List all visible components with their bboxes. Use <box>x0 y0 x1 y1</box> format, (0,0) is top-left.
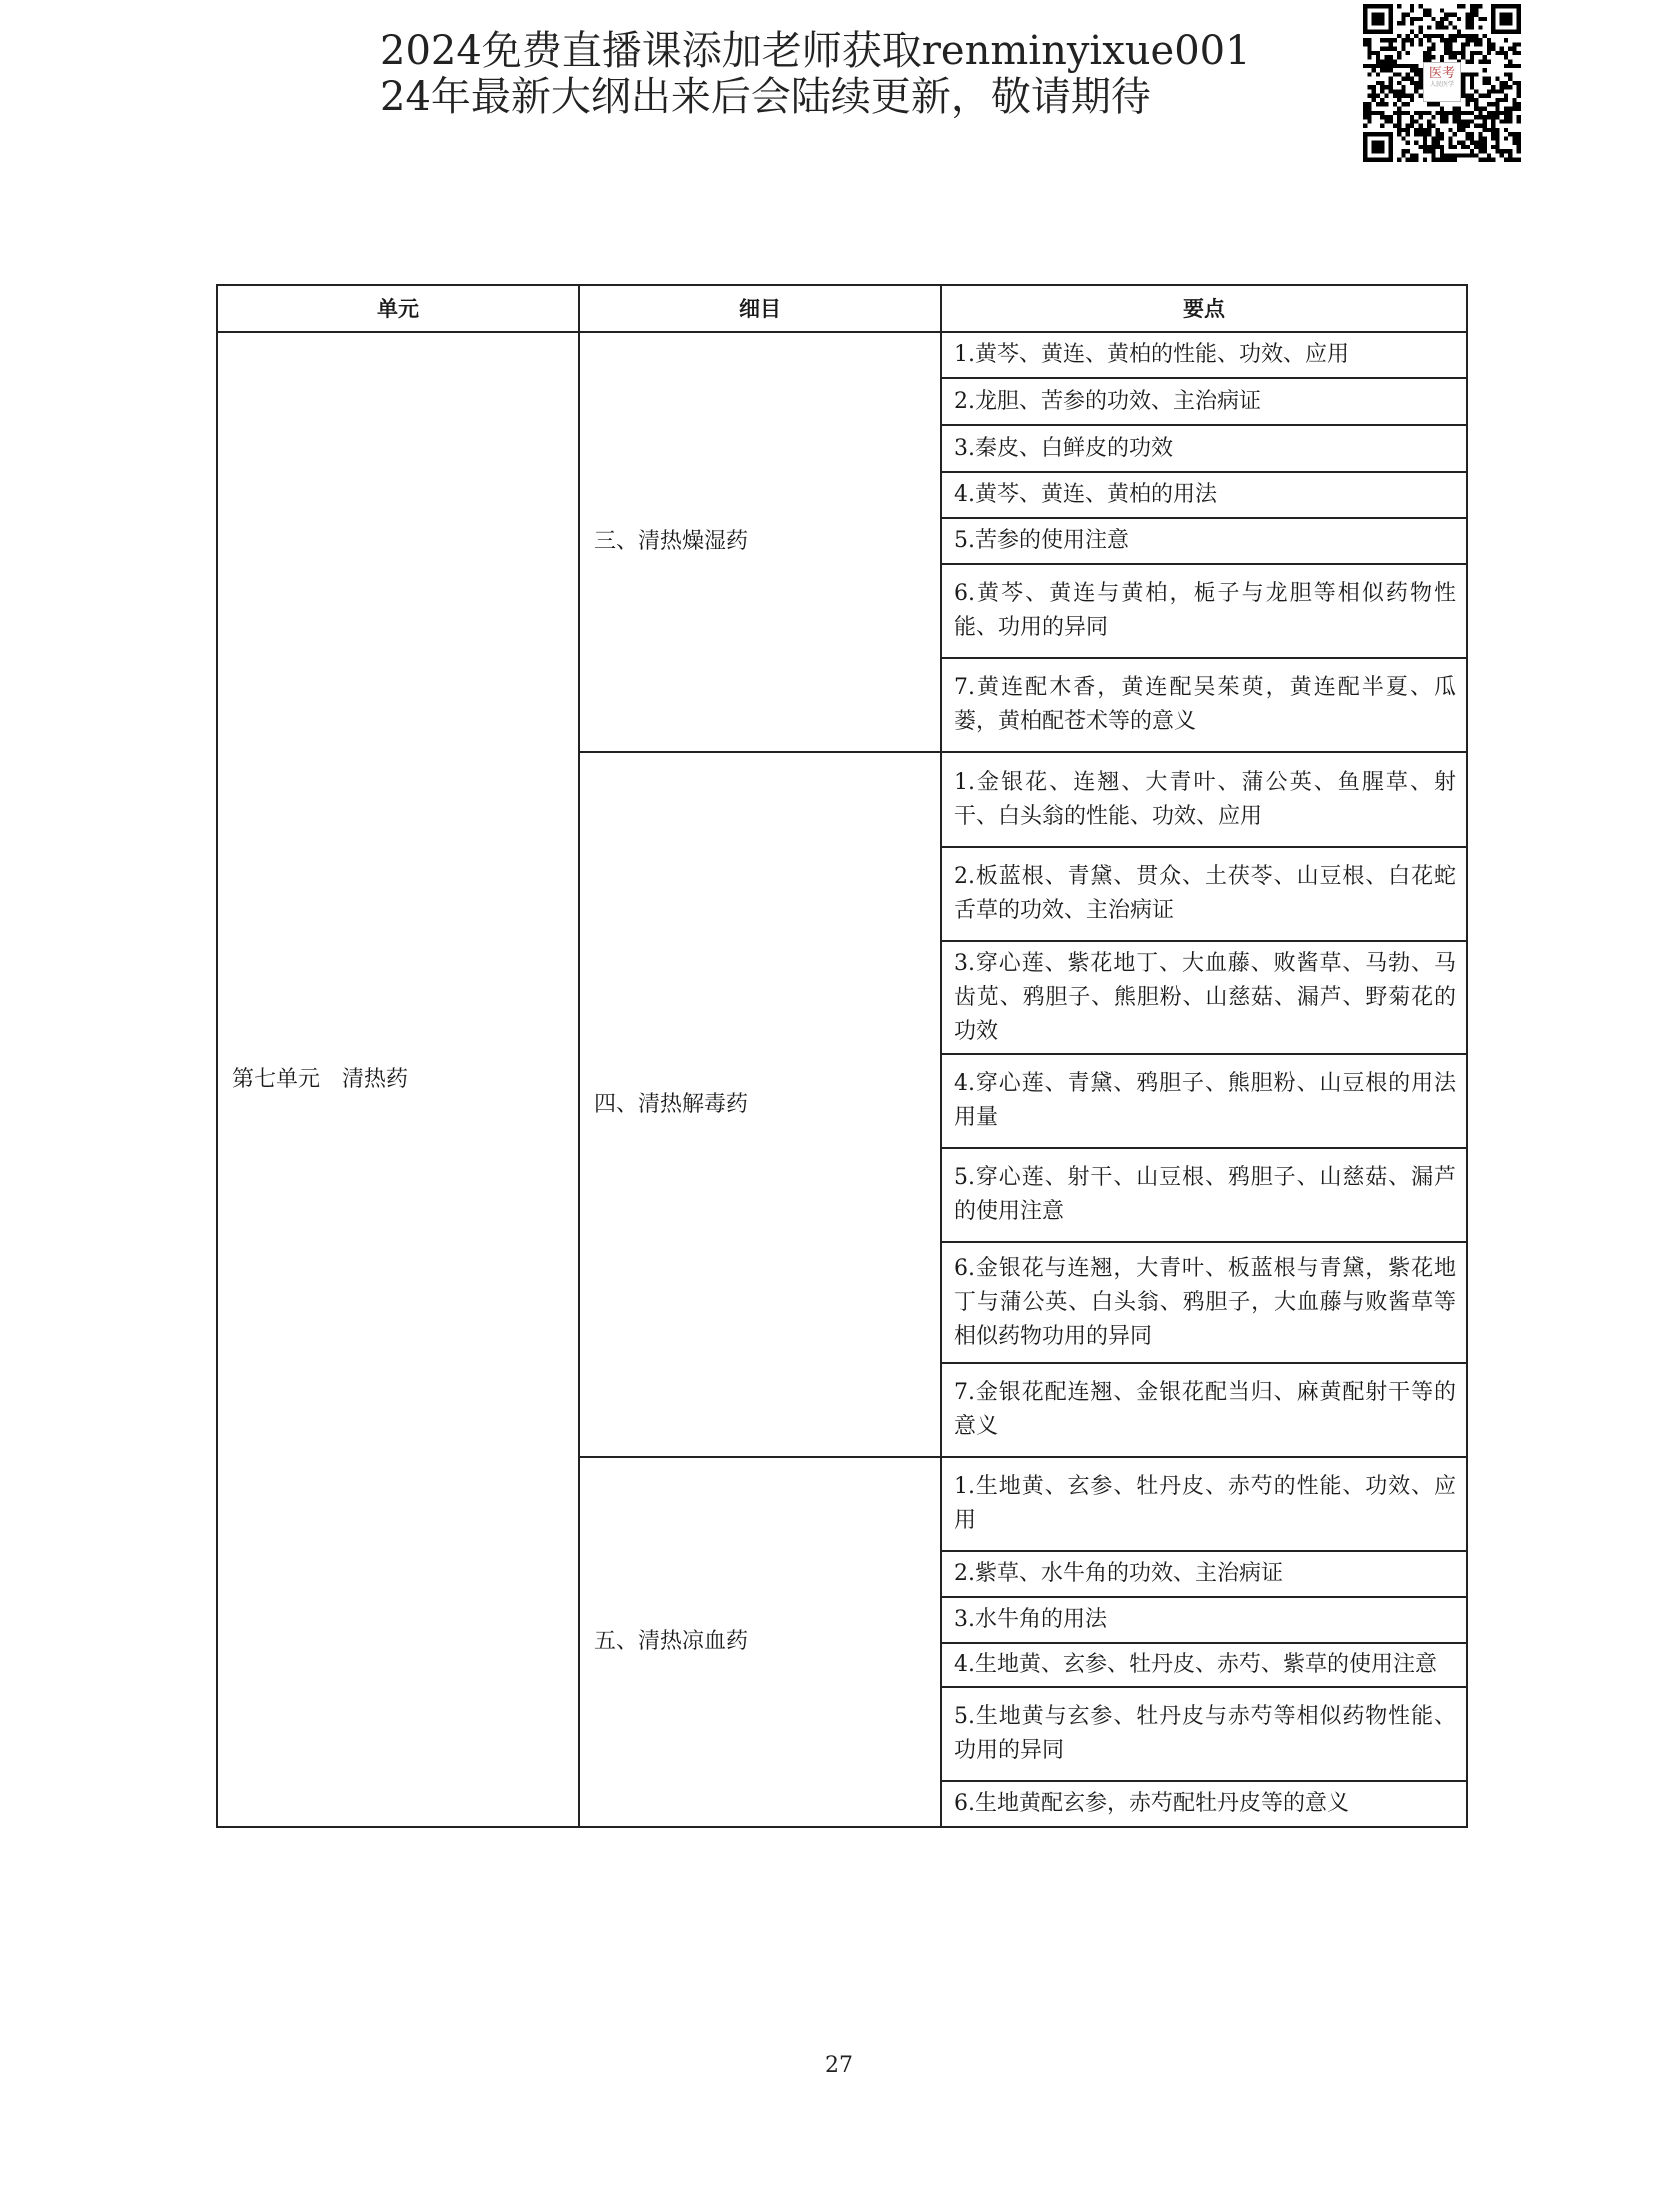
point-cell: 1.生地黄、玄参、牡丹皮、赤芍的性能、功效、应用 <box>941 1457 1467 1551</box>
point-cell: 6.生地黄配玄参，赤芍配牡丹皮等的意义 <box>941 1781 1467 1827</box>
table-row <box>217 332 1467 378</box>
table-header-row <box>217 285 1467 332</box>
qr-logo-text: 医考 <box>1428 66 1455 81</box>
qr-logo-badge <box>1423 62 1461 102</box>
point-cell: 2.板蓝根、青黛、贯众、土茯苓、山豆根、白花蛇舌草的功效、主治病证 <box>941 847 1467 941</box>
qr-code <box>1363 4 1521 162</box>
point-cell: 3.穿心莲、紫花地丁、大血藤、败酱草、马勃、马齿苋、鸦胆子、熊胆粉、山慈菇、漏芦、野菊花的功效 <box>941 941 1467 1054</box>
point-cell: 2.紫草、水牛角的功效、主治病证 <box>941 1551 1467 1597</box>
page-number: 27 <box>825 2053 853 2078</box>
point-cell: 6.金银花与连翘，大青叶、板蓝根与青黛，紫花地丁与蒲公英、白头翁、鸦胆子，大血藤与败酱草等相似药物功用的异同 <box>941 1242 1467 1363</box>
unit-cell: 第七单元 清热药 <box>217 332 579 1827</box>
point-cell: 5.生地黄与玄参、牡丹皮与赤芍等相似药物性能、功用的异同 <box>941 1687 1467 1781</box>
section-title: 五、清热凉血药 <box>579 1457 941 1827</box>
point-cell: 7.黄连配木香，黄连配吴茱萸，黄连配半夏、瓜蒌，黄柏配苍术等的意义 <box>941 658 1467 752</box>
header-item: 细目 <box>579 285 941 332</box>
point-cell: 1.金银花、连翘、大青叶、蒲公英、鱼腥草、射干、白头翁的性能、功效、应用 <box>941 752 1467 847</box>
header-points: 要点 <box>941 285 1467 332</box>
point-cell: 4.黄芩、黄连、黄柏的用法 <box>941 472 1467 518</box>
qr-logo-subtext: 人民医学 <box>1429 81 1454 88</box>
point-cell: 4.穿心莲、青黛、鸦胆子、熊胆粉、山豆根的用法用量 <box>941 1054 1467 1148</box>
section-title: 四、清热解毒药 <box>579 752 941 1457</box>
syllabus-table <box>216 284 1468 1828</box>
point-cell: 3.秦皮、白鲜皮的功效 <box>941 425 1467 472</box>
point-cell: 3.水牛角的用法 <box>941 1597 1467 1643</box>
point-cell: 7.金银花配连翘、金银花配当归、麻黄配射干等的意义 <box>941 1363 1467 1457</box>
point-cell: 4.生地黄、玄参、牡丹皮、赤芍、紫草的使用注意 <box>941 1643 1467 1687</box>
point-cell: 6.黄芩、黄连与黄柏，栀子与龙胆等相似药物性能、功用的异同 <box>941 564 1467 658</box>
promo-banner <box>380 28 1251 120</box>
point-cell: 5.苦参的使用注意 <box>941 518 1467 564</box>
header-unit: 单元 <box>217 285 579 332</box>
banner-line-1: 2024免费直播课添加老师获取renminyixue001 <box>380 28 1251 74</box>
section-title: 三、清热燥湿药 <box>579 332 941 752</box>
point-cell: 2.龙胆、苦参的功效、主治病证 <box>941 378 1467 425</box>
banner-line-2: 24年最新大纲出来后会陆续更新，敬请期待 <box>380 74 1151 120</box>
point-cell: 1.黄芩、黄连、黄柏的性能、功效、应用 <box>941 332 1467 378</box>
point-cell: 5.穿心莲、射干、山豆根、鸦胆子、山慈菇、漏芦的使用注意 <box>941 1148 1467 1242</box>
